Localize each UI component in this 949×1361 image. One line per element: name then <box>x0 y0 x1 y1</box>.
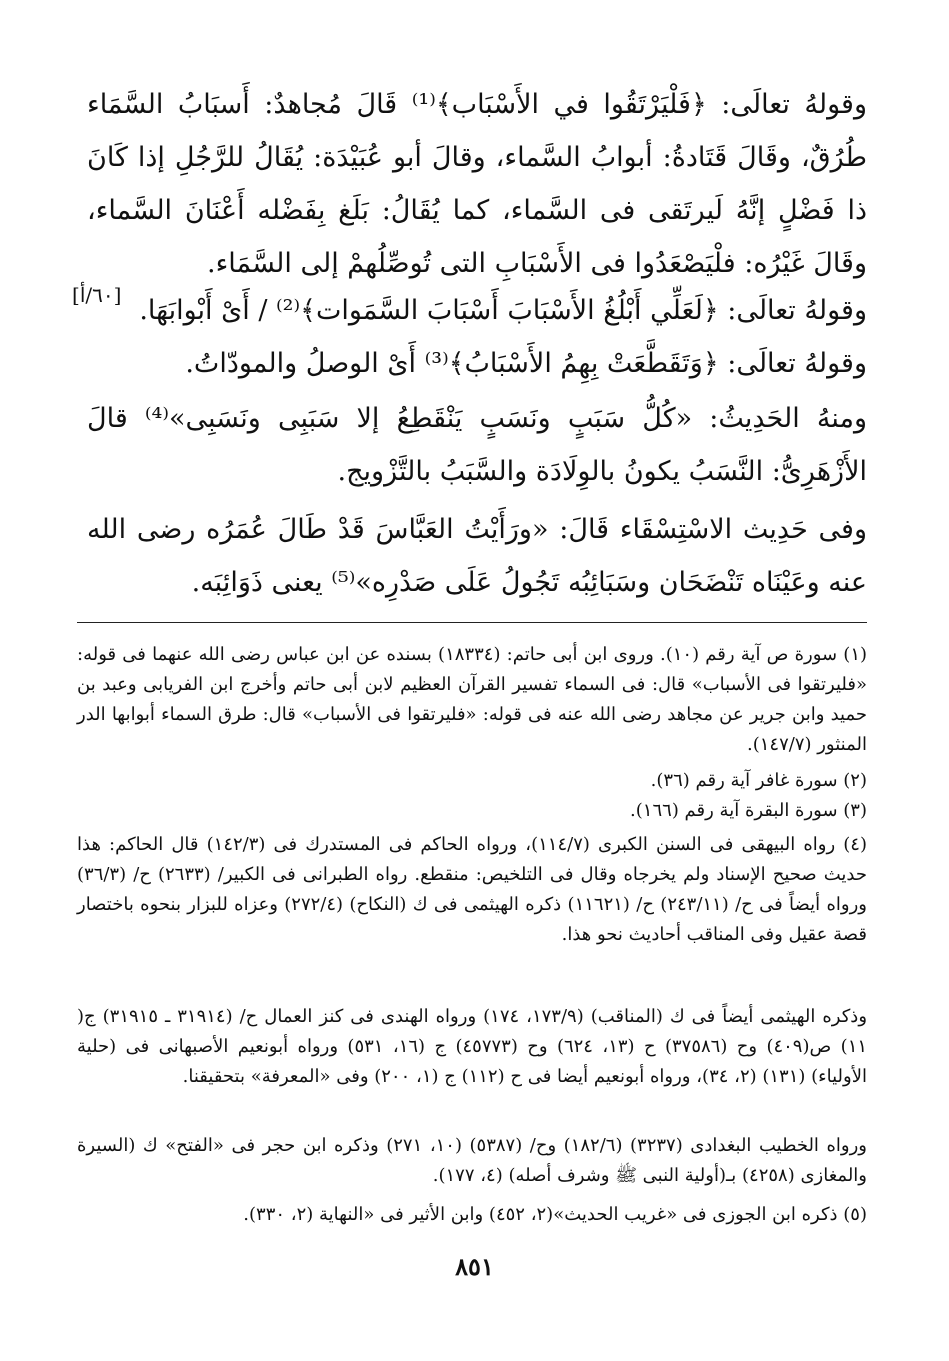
footnote-separator <box>77 622 867 623</box>
paragraph-verse-ghafir: وقولهُ تعالَى: ﴿لَعَلِّي أَبْلُغُ الأَسْبَابَ أَسْبَابَ السَّمَوات﴾⁽²⁾ / أَىْ أَبْوابَهَا. <box>139 295 867 326</box>
paragraph-hadith-nasab: ومنهُ الحَدِيثُ: «كُلُّ سَبَبٍ ونَسَبٍ يَنْقَطِعُ إلا سَبَبِى ونَسَبِى»⁽⁴⁾ قالَ الأَزْهَرِىُّ: النَّسَبُ يكونُ بالوِلَادَة والسَّبَبُ بالتَّزْويج. <box>87 403 867 487</box>
paragraph-asbab-heaven: وقولهُ تعالَى: ﴿فَلْيَرْتَقُوا في الأَسْبَاب﴾⁽¹⁾ قَالَ مُجاهدٌ: أَسبَابُ السَّمَاء طُرُقٌ، وقَالَ قَتَادةُ: أبوابُ السَّماء، وقالَ أبو عُبَيْدَة: يُقَالُ للرَّجُلِ إذا كَانَ ذا فَضْلٍ إنَّهُ لَيرتَقى فى السَّماء، كما يُقَالُ: بَلَغ بِفَضْله أَعْنَانَ السَّماء، وقَالَ غَيْرُه: فلْيَصْعَدُوا فى الأَسْبَابِ التى تُوصِّلُهمْ إلى السَّمَاء. <box>87 89 867 279</box>
paragraph-hadith-istisqa: وفى حَدِيث الاسْتِسْقَاء قَالَ: «ورَأَيْتُ العَبَّاسَ قَدْ طَالَ عُمَرُه رضى الله عنه وعَيْنَاه تَنْضَحَان وسَبَائِبُه تَجُولُ عَلَى صَدْرِه»⁽⁵⁾ يعنى ذَوَائِبَه. <box>87 514 867 598</box>
footnote-4: (٤) رواه البيهقى فى السنن الكبرى (١١٤/٧)، ورواه الحاكم فى المستدرك فى (١٤٢/٣) قال الحاكم: هذا حديث صحيح الإسناد ولم يخرجاه وقال فى التلخيص: منقطع. رواه الطبرانى فى الكبير/ (٢٦٣٣) ح/ (٣٦/٣) ورواه أيضاً فى ح/ (٢٤٣/١١) ح/ (١١٦٢١) ذكره الهيثمى فى ك (النكاح) (٢٧٢/٤) وعزاه للبزار بنحوه باختصار قصة عقيل وفى المناقب أحاديث نحو هذا. <box>77 834 868 945</box>
footnote-3: (٣) سورة البقرة آية رقم (١٦٦). <box>630 800 867 821</box>
footnote-2: (٢) سورة غافر آية رقم (٣٦). <box>650 770 867 791</box>
paragraph-verse-baqara: وقولهُ تعالَى: ﴿وَتَقَطَّعَتْ بِهِمُ الأَسْبَابُ﴾⁽³⁾ أَىْ الوصلُ والمودّاتُ. <box>185 348 867 379</box>
footnote-5: (٥) ذكره ابن الجوزى فى «غريب الحديث»(٢، ٤٥٢) وابن الأثير فى «النهاية (٢، ٣٣٠). <box>243 1204 867 1225</box>
footnote-1: (١) سورة ص آية رقم (١٠). وروى ابن أبى حاتم: (١٨٣٣٤) بسنده عن ابن عباس رضى الله عنهما فى قوله: «فليرتقوا فى الأسباب» قال: فى السماء تفسير القرآن العظيم لابن أبى حاتم وأخرج ابن الفريابى وعبد بن حميد وابن جرير عن مجاهد رضى الله عنه فى قوله: «فليرتقوا فى الأسباب» قال: طرق السماء أبوابها الدر المنثور (١٤٧/٧). <box>77 644 868 755</box>
page-number: ٨٥١ <box>455 1252 494 1281</box>
footnote-4-continued-2: ورواه الخطيب البغدادى (٣٢٣٧) (١٨٢/٦) وح/ (٥٣٨٧) (١٠، ٢٧١) وذكره ابن حجر فى «الفتح» ك (السيرة والمغازى (٤٢٥٨) بـ(أولية النبى ﷺ وشرف أصله) (٤، ١٧٧). <box>77 1135 867 1186</box>
footnote-4-continued: وذكره الهيثمى أيضاً فى ك (المناقب) (١٧٣/٩، ١٧٤) ورواه الهندى فى كنز العمال ح/ (٣١٩١٤ ـ ٣١٩١٥) ج( ١١) ص(٤٠٩) وح (٣٧٥٨٦) ح (١٣، ٦٢٤) وح (٤٥٧٧٣) ج (١٦، ٥٣١) ورواه أبونعيم الأصبهانى فى (حلية الأولياء) (١٣١) (٢، ٣٤)، ورواه أبونعيم أيضا فى ح (١١٢) ج (١، ٢٠٠) وفى «المعرفة» بتحقيقنا. <box>77 1006 868 1087</box>
margin-folio-note: [٦٠/أ] <box>72 283 122 307</box>
